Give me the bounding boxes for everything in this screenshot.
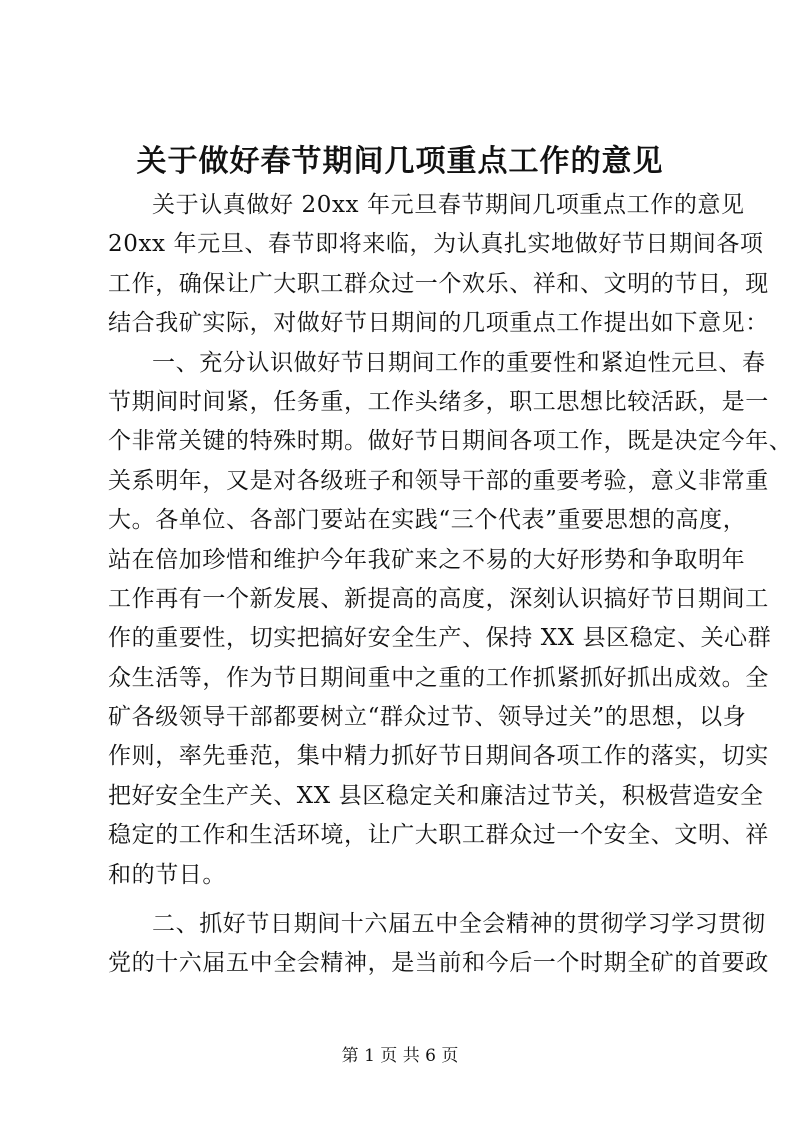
paragraph-2-line-14: 和的节日。 [108, 861, 226, 888]
paragraph-2-line-11: 作则，率先垂范，集中精力抓好节日期间各项工作的落实，切实 [108, 743, 769, 770]
paragraph-1-line-4: 结合我矿实际，对做好节日期间的几项重点工作提出如下意见： [108, 310, 769, 337]
paragraph-2-line-12: 把好安全生产关、XX 县区稳定关和廉洁过节关，积极营造安全 [108, 782, 764, 809]
paragraph-2-line-9: 众生活等，作为节日期间重中之重的工作抓紧抓好抓出成效。全 [108, 664, 769, 691]
paragraph-2-line-10: 矿各级领导干部都要树立“群众过节、领导过关”的思想，以身 [108, 704, 747, 731]
paragraph-1-line-2: 20xx 年元旦、春节即将来临，为认真扎实地做好节日期间各项 [108, 231, 764, 258]
paragraph-3-line-1: 二、抓好节日期间十六届五中全会精神的贯彻学习学习贯彻 [152, 911, 766, 938]
paragraph-2-line-7: 工作再有一个新发展、新提高的高度，深刻认识搞好节日期间工 [108, 585, 769, 612]
paragraph-1-line-1: 关于认真做好 20xx 年元旦春节期间几项重点工作的意见 [152, 192, 745, 218]
paragraph-spacer [108, 895, 708, 905]
paragraph-2-line-5: 大。各单位、各部门要站在实践“三个代表”重要思想的高度， [108, 507, 747, 534]
paragraph-3-line-2: 党的十六届五中全会精神，是当前和今后一个时期全矿的首要政 [108, 950, 769, 977]
paragraph-2-line-1: 一、充分认识做好节日期间工作的重要性和紧迫性元旦、春 [152, 349, 766, 376]
page-number-footer: 第 1 页 共 6 页 [341, 1046, 459, 1066]
paragraph-2-line-4: 关系明年，又是对各级班子和领导干部的重要考验，意义非常重 [108, 467, 769, 494]
document-body [108, 186, 793, 984]
paragraph-2-line-6: 站在倍加珍惜和维护今年我矿来之不易的大好形势和争取明年 [108, 546, 746, 573]
paragraph-2-line-8: 作的重要性，切实把搞好安全生产、保持 XX 县区稳定、关心群 [108, 625, 772, 652]
document-title: 关于做好春节期间几项重点工作的意见 [136, 144, 664, 179]
paragraph-2-line-13: 稳定的工作和生活环境，让广大职工群众过一个安全、文明、祥 [108, 822, 769, 849]
paragraph-2-line-3: 个非常关键的特殊时期。做好节日期间各项工作，既是决定今年、 [108, 428, 793, 455]
paragraph-1-line-3: 工作，确保让广大职工群众过一个欢乐、祥和、文明的节日，现 [108, 270, 769, 297]
paragraph-2-line-2: 节期间时间紧，任务重，工作头绪多，职工思想比较活跃，是一 [108, 388, 769, 415]
